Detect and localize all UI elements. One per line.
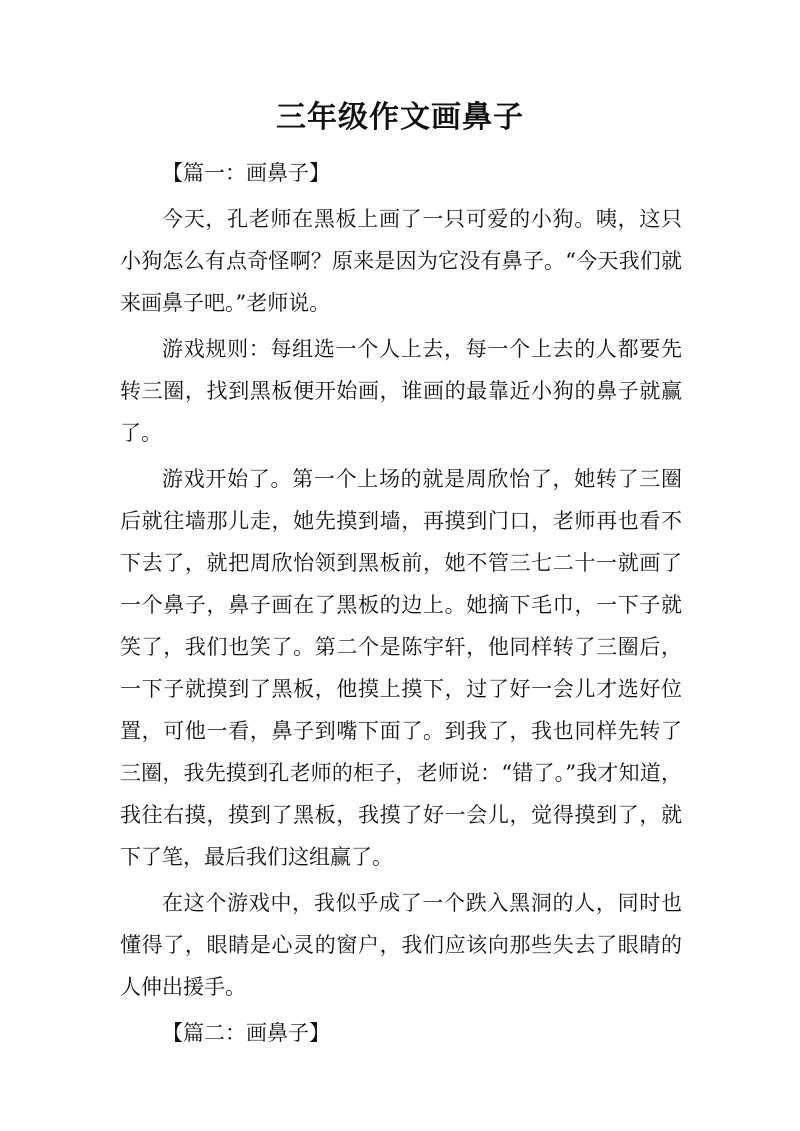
paragraph-4: 在这个游戏中，我似乎成了一个跌入黑洞的人，同时也懂得了，眼睛是心灵的窗户，我们应该向那些失去了眼睛的人伸出援手。 — [120, 891, 682, 999]
document-title: 三年级作文画鼻子 — [276, 100, 524, 135]
document-body — [120, 152, 682, 1058]
section-heading-1: 【篇一：画鼻子】 — [162, 161, 330, 185]
section-heading-2: 【篇二：画鼻子】 — [162, 1021, 330, 1045]
paragraph-2: 游戏规则：每组选一个人上去，每一个上去的人都要先转三圈，找到黑板便开始画，谁画的最靠近小狗的鼻子就赢了。 — [120, 337, 682, 445]
paragraph-1: 今天，孔老师在黑板上画了一只可爱的小狗。咦，这只小狗怎么有点奇怪啊？原来是因为它没有鼻子。“今天我们就来画鼻子吧。”老师说。 — [120, 207, 682, 315]
paragraph-3: 游戏开始了。第一个上场的就是周欣怡了，她转了三圈后就往墙那儿走，她先摸到墙，再摸到门口，老师再也看不下去了，就把周欣怡领到黑板前，她不管三七二十一就画了一个鼻子，鼻子画在了黑板的边上。她摘下毛巾，一下子就笑了，我们也笑了。第二个是陈宇轩，他同样转了三圈后，一下子就摸到了黑板，他摸上摸下，过了好一会儿才选好位置，可他一看，鼻子到嘴下面了。到我了，我也同样先转了三圈，我先摸到孔老师的柜子，老师说：“错了。”我才知道，我往右摸，摸到了黑板，我摸了好一会儿，觉得摸到了，就下了笔，最后我们这组赢了。 — [120, 467, 682, 869]
